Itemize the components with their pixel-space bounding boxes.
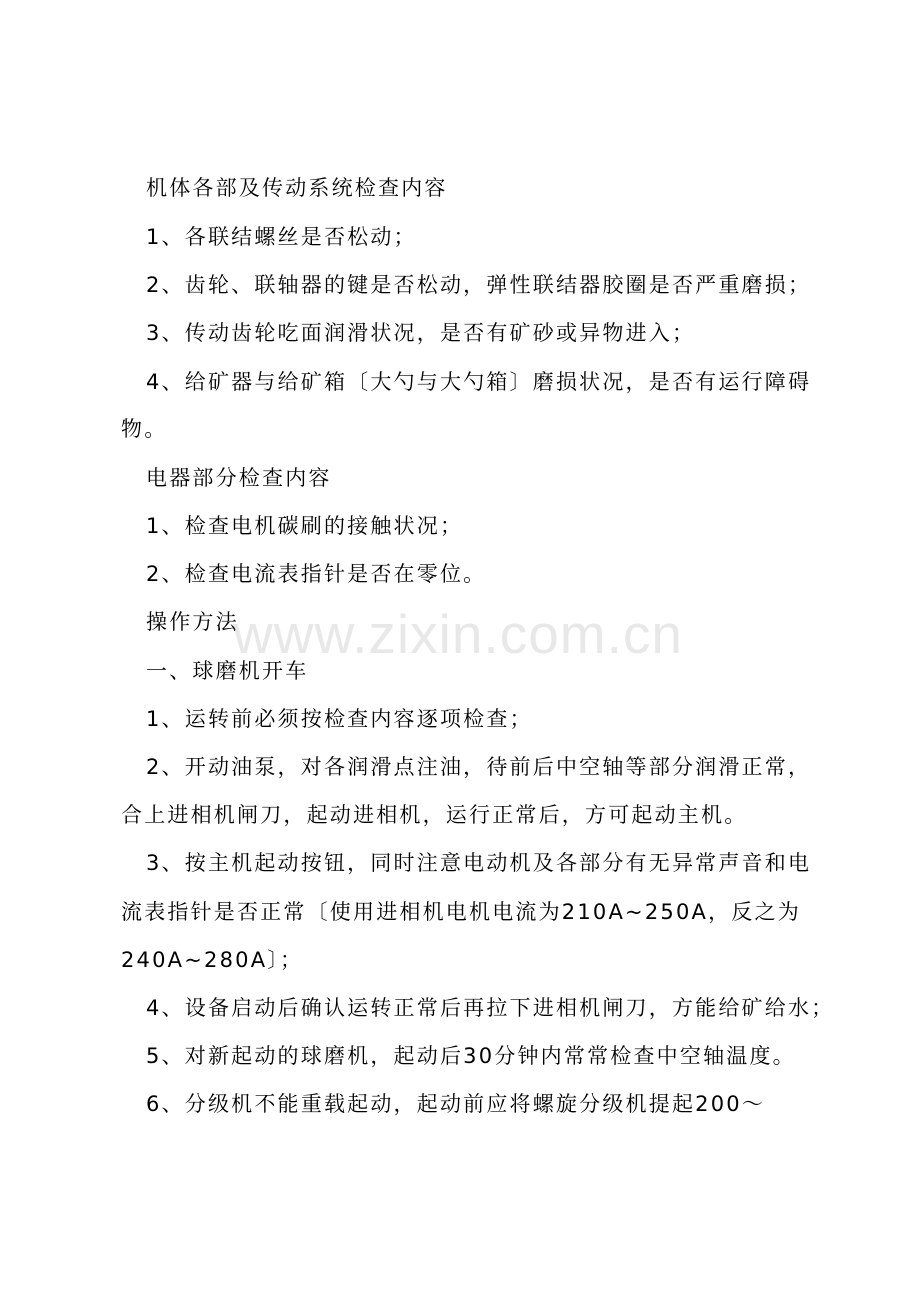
- paragraph-line: 2、齿轮、联轴器的键是否松动，弹性联结器胶圈是否严重磨损；: [146, 273, 812, 297]
- paragraph-line: 物。: [121, 417, 168, 441]
- paragraph-line: 1、运转前必须按检查内容逐项检查；: [146, 707, 533, 731]
- section-heading-operation: 操作方法: [146, 610, 239, 634]
- paragraph-line: 6、分级机不能重载起动，起动前应将螺旋分级机提起200～: [146, 1092, 766, 1116]
- paragraph-line: 流表指针是否正常〔使用进相机电机电流为210A~250A，反之为: [121, 900, 801, 924]
- watermark: www.zixin.com.cn: [233, 603, 683, 665]
- section-heading-electrical-inspection: 电器部分检查内容: [146, 466, 332, 490]
- paragraph-line: 240A~280A〕；: [121, 948, 304, 972]
- paragraph-line: 4、设备启动后确认运转正常后再拉下进相机闸刀，方能给矿给水；: [146, 996, 835, 1020]
- paragraph-line: 4、给矿器与给矿箱〔大勺与大勺箱〕磨损状况，是否有运行障碍: [146, 370, 812, 394]
- section-heading-start: 一、球磨机开车: [146, 659, 309, 683]
- paragraph-line: 3、按主机起动按钮，同时注意电动机及各部分有无异常声音和电: [146, 851, 812, 875]
- paragraph-line: 3、传动齿轮吃面润滑状况，是否有矿砂或异物进入；: [146, 321, 696, 345]
- paragraph-line: 2、检查电流表指针是否在零位。: [146, 562, 487, 586]
- paragraph-line: 合上进相机闸刀，起动进相机，运行正常后，方可起动主机。: [121, 803, 748, 827]
- paragraph-line: 2、开动油泵，对各润滑点注油，待前后中空轴等部分润滑正常，: [146, 755, 812, 779]
- paragraph-line: 1、检查电机碳刷的接触状况；: [146, 514, 464, 538]
- paragraph-line: 5、对新起动的球磨机，起动后30分钟内常常检查中空轴温度。: [146, 1044, 796, 1068]
- paragraph-line: 1、各联结螺丝是否松动；: [146, 225, 417, 249]
- section-heading-body-inspection: 机体各部及传动系统检查内容: [146, 176, 448, 200]
